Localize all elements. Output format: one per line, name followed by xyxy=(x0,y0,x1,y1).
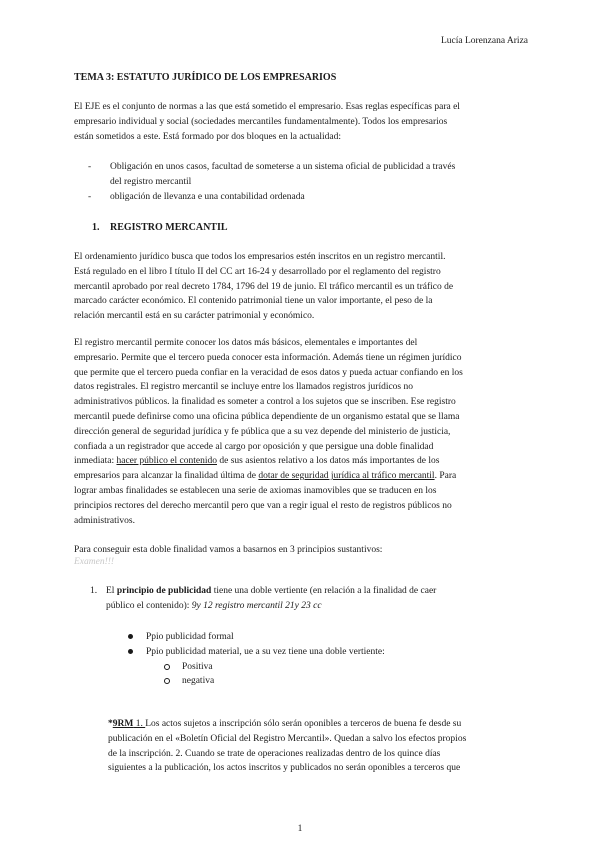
text-line: relación mercantil está en su carácter patrimonial y económico. xyxy=(74,311,315,322)
list-item xyxy=(128,630,385,645)
page-number: 1 xyxy=(297,824,303,834)
circle-bullet-icon xyxy=(164,678,170,684)
text-line: que permite que el tercero pueda confiar en la veracidad de esos datos y pueda actuar confiando en los xyxy=(74,367,463,378)
underlined-text: dotar de seguridad jurídica al tráfico mercantil xyxy=(258,471,435,482)
text-segment: público el contenido): xyxy=(106,600,192,611)
principles-intro xyxy=(74,543,529,558)
item-number: 1. xyxy=(90,586,98,596)
sub-list-item xyxy=(128,674,385,689)
text-segment: empresarios para alcanzar la finalidad última de xyxy=(74,471,259,482)
text-line: publicación en el «Boletín Oficial del Registro Mercantil». Quedan a salvo los efectos propios xyxy=(108,733,467,744)
text-line: empresario individual y social (sociedades mercantiles fundamentalmente). Todos los empresarios xyxy=(74,116,448,127)
text-segment: de sus asientos relativo a los datos más importantes de los xyxy=(217,456,440,467)
dash-marker: - xyxy=(88,162,92,172)
faint-note: Examen!!! xyxy=(74,557,115,567)
list-item-text: negativa xyxy=(182,676,215,687)
text-line: El ordenamiento jurídico busca que todos los empresarios estén inscritos en un registro mercantil. xyxy=(74,252,446,262)
list-item xyxy=(88,160,455,190)
bullet-list xyxy=(128,630,385,689)
underlined-text: hacer público el contenido xyxy=(116,456,217,467)
text-line: Para conseguir esta doble finalidad vamos a basarnos en 3 principios sustantivos: xyxy=(74,545,383,555)
text-segment: . Para xyxy=(434,471,457,482)
list-item-text: Obligación en unos casos, facultad de someterse a un sistema oficial de publicidad a través xyxy=(110,162,456,172)
text-line xyxy=(74,469,529,484)
paragraph-1 xyxy=(74,250,529,324)
list-item-text: Ppio publicidad formal xyxy=(146,632,234,642)
asterisk: * xyxy=(108,719,113,729)
text-line xyxy=(108,717,533,732)
text-line: administrativos. xyxy=(74,515,135,526)
intro-paragraph xyxy=(74,100,529,144)
text-segment: Los actos sujetos a inscripción sólo serán oponibles a terceros de buena fe desde su xyxy=(145,719,462,729)
page-title: TEMA 3: ESTATUTO JURÍDICO DE LOS EMPRESARIOS xyxy=(74,72,337,83)
text-line: mercantil aprobado por real decreto 1784, 1796 del 19 de junio. El tráfico mercantil es un tráfico de xyxy=(74,281,454,292)
section-title: REGISTRO MERCANTIL xyxy=(110,222,228,233)
text-line xyxy=(106,599,530,614)
text-segment: tiene una doble vertiente (en relación a la finalidad de caer xyxy=(211,586,437,596)
circle-bullet-icon xyxy=(164,664,170,670)
text-line: empresario. Permite que el tercero pueda conocer esta información. Además tiene un régimen jurídico xyxy=(74,352,462,363)
dash-list xyxy=(88,160,455,204)
list-item-text: Positiva xyxy=(182,661,213,672)
text-line: El registro mercantil permite conocer los datos más básicos, elementales e importantes del xyxy=(74,338,418,348)
section-heading xyxy=(92,222,228,233)
text-line: principios rectores del derecho mercantil pero que van a regir igual el resto de registros públicos no xyxy=(74,500,452,511)
text-line: de la inscripción. 2. Cuando se trate de operaciones realizadas dentro de los quince días xyxy=(108,748,441,759)
text-line: El EJE es el conjunto de normas a las que está sometido el empresario. Esas reglas específicas para el xyxy=(74,102,460,112)
text-line: datos registrales. El registro mercantil se incluye entre los llamados registros jurídicos no xyxy=(74,382,414,393)
text-line: marcado carácter económico. El contenido patrimonial tiene un valor importante, el peso de la xyxy=(74,296,433,307)
text-line: siguientes a la publicación, los actos inscritos y publicados no serán oponibles a terceros que xyxy=(108,763,461,774)
text-line xyxy=(106,584,530,599)
numbered-item xyxy=(90,584,530,614)
list-item-text: Ppio publicidad material, ue a su vez tiene una doble vertiente: xyxy=(146,646,385,657)
list-item-text: obligación de llevanza e una contabilidad ordenada xyxy=(110,191,305,202)
article-label: 9RM xyxy=(112,719,134,729)
text-line: administrativos públicos. la finalidad es someter a control a los sujetos que se inscriben. Ese registro xyxy=(74,397,456,408)
list-item xyxy=(128,645,385,660)
list-item-text: del registro mercantil xyxy=(110,176,192,187)
underlined-text: 1. xyxy=(133,719,146,729)
bullet-dot-icon xyxy=(128,649,133,654)
section-number: 1. xyxy=(92,222,100,233)
text-line: mercantil puede definirse como una oficina pública dependiente de un organismo estatal que se llama xyxy=(74,411,460,422)
text-line: lograr ambas finalidades se establecen una serie de axiomas inamovibles que se traducen en los xyxy=(74,485,437,496)
text-segment: El xyxy=(106,586,117,596)
sub-list-item xyxy=(128,660,385,675)
author-header: Lucía Lorenzana Ariza xyxy=(440,36,528,46)
text-line: Está regulado en el libro I título II del CC art 16-24 y desarrollado por el reglamento del registro xyxy=(74,266,441,277)
text-line: confiada a un registrador que accede al cargo por oposición y que persigue una doble finalidad xyxy=(74,441,434,452)
bullet-dot-icon xyxy=(128,634,133,639)
bold-text: principio de publicidad xyxy=(116,586,212,596)
text-line xyxy=(74,454,529,469)
text-line: están sometidos a este. Está formado por dos bloques en la actualidad: xyxy=(74,131,341,142)
list-item xyxy=(88,190,455,205)
rm-article-block xyxy=(108,717,533,776)
italic-text: 9y 12 registro mercantil 21y 23 cc xyxy=(191,600,322,611)
text-segment: inmediata: xyxy=(74,456,117,467)
paragraph-2 xyxy=(74,336,529,528)
dash-marker: - xyxy=(88,191,92,202)
text-line: dirección general de seguridad jurídica y fe pública que a su vez depende del ministerio de justicia, xyxy=(74,426,451,437)
